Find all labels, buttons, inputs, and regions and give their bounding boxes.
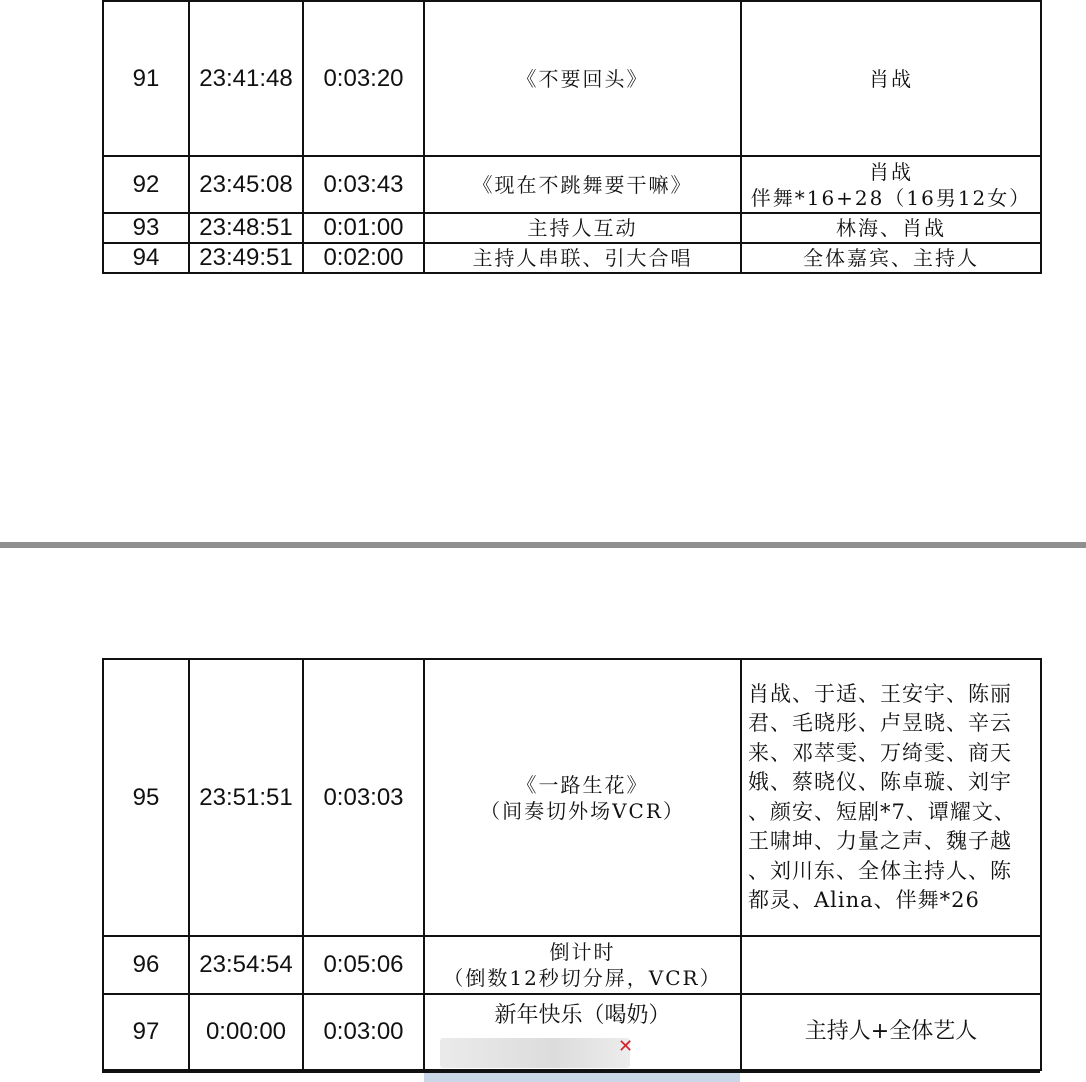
performers: 主持人+全体艺人 [741,994,1041,1070]
table-row [103,1,1041,156]
performers [741,936,1041,994]
performers [741,156,1041,213]
start-time: 23:51:51 [189,659,303,936]
program-line: （倒数12秒切分屏，VCR） [443,966,722,990]
start-time: 23:48:51 [189,213,303,243]
duration: 0:03:20 [303,1,424,156]
program-name [424,936,741,994]
program-line: 《一路生花》 [516,772,649,797]
duration: 0:03:43 [303,156,424,213]
schedule-table-bottom [102,658,1042,1071]
table-row [103,936,1041,994]
watermark-logo-icon: ✕ [618,1036,634,1057]
duration: 0:05:06 [303,936,424,994]
table-row [103,156,1041,213]
row-number: 93 [103,213,189,243]
row-number: 91 [103,1,189,156]
row-number: 97 [103,994,189,1070]
program-name: 《现在不跳舞要干嘛》 [424,156,741,213]
performers-line: 来、邓萃雯、万绮雯、商天 [748,740,1012,765]
table-row-partial [102,1071,1040,1082]
performers: 林海、肖战 [741,213,1041,243]
performers-line: 肖战 [869,159,913,184]
start-time: 23:45:08 [189,156,303,213]
program-name: 主持人互动 [424,213,741,243]
start-time: 23:49:51 [189,243,303,273]
row-number: 92 [103,156,189,213]
program-name: 《不要回头》 [424,1,741,156]
document-page-bottom [0,548,1086,1080]
highlighted-cell [424,1073,740,1082]
duration: 0:02:00 [303,243,424,273]
program-line: 倒计时 [549,940,616,964]
duration: 0:01:00 [303,213,424,243]
start-time: 0:00:00 [189,994,303,1070]
performers-line: 伴舞*16+28（16男12女） [750,185,1032,210]
schedule-table-top [102,0,1042,274]
performers [741,659,1041,936]
performers-line: 都灵、Alina、伴舞*26 [748,888,980,912]
program-name: 新年快乐（喝奶） [424,994,741,1070]
performers: 全体嘉宾、主持人 [741,243,1041,273]
duration: 0:03:00 [303,994,424,1070]
performers-line: 君、毛晓彤、卢昱晓、辛云 [748,711,1012,735]
program-name: 主持人串联、引大合唱 [424,243,741,273]
performers-line: 娥、蔡晓仪、陈卓璇、刘宇 [748,770,1012,794]
table-row [103,243,1041,273]
performers: 肖战 [741,1,1041,156]
row-number: 95 [103,659,189,936]
duration: 0:03:03 [303,659,424,936]
performers-line: 肖战、于适、王安宇、陈丽 [748,681,1012,706]
row-number: 94 [103,243,189,273]
start-time: 23:54:54 [189,936,303,994]
start-time: 23:41:48 [189,1,303,156]
performers-line: 、颜安、短剧*7、谭耀文、 [748,799,1016,824]
row-number: 96 [103,936,189,994]
performers-line: 王啸坤、力量之声、魏子越 [748,829,1012,853]
performers-line: 、刘川东、全体主持人、陈 [748,858,1012,883]
program-name [424,659,741,936]
watermark-overlay [440,1038,630,1068]
table-row [103,659,1041,936]
program-line: （间奏切外场VCR） [480,798,685,823]
table-row [103,213,1041,243]
